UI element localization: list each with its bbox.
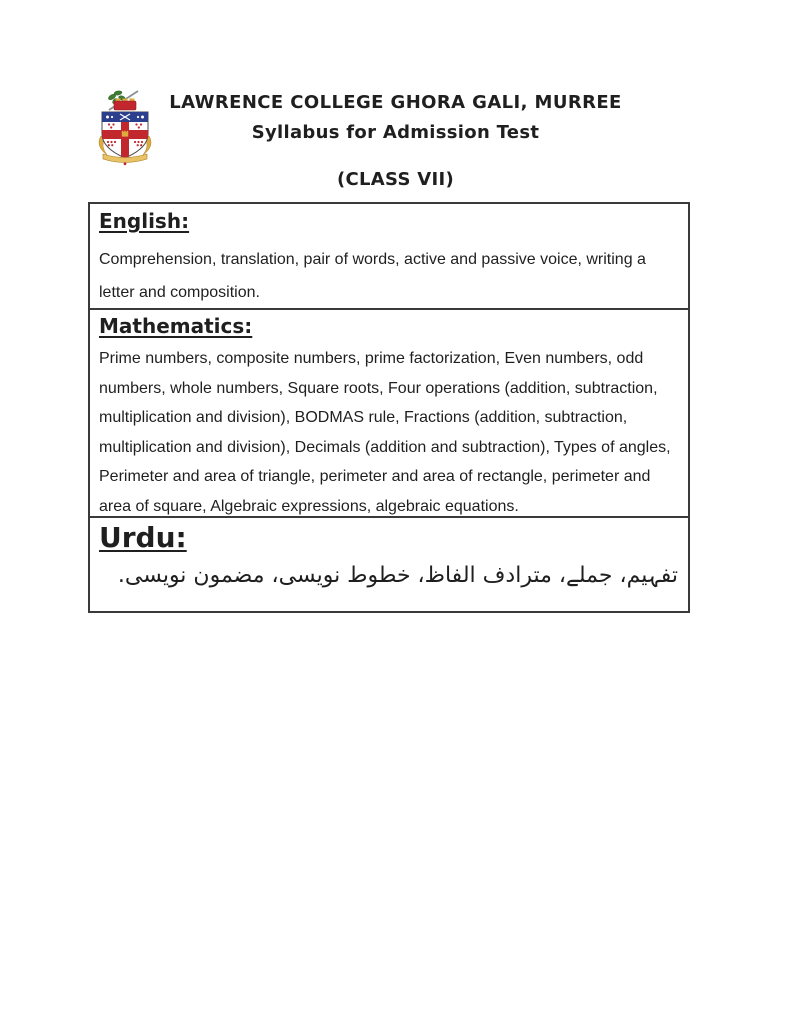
syllabus-table (88, 202, 690, 613)
mathematics-heading: Mathematics: (99, 314, 253, 338)
college-name: LAWRENCE COLLEGE GHORA GALI, MURREE (169, 92, 622, 113)
section-english (90, 204, 688, 310)
english-heading: English: (99, 209, 190, 233)
class-label: (CLASS VII) (336, 169, 455, 190)
document-header (0, 92, 791, 190)
urdu-heading: Urdu: (99, 521, 187, 554)
section-urdu (90, 518, 688, 611)
urdu-body: تفہیم، جملے، مترادف الفاظ، خطوط نویسی، مضمون نویسی. (117, 563, 678, 588)
document-title: Syllabus for Admission Test (251, 122, 540, 143)
mathematics-body: Prime numbers, composite numbers, prime factorization, Even numbers, odd numbers, whole numbers, Square roots, Four operations (addition, subtraction, multiplication and division), BODMAS rule, Fractions (addition, subtraction, multiplication and division), Decimals (addition and subtraction), Types of angles, Perimeter and area of triangle, perimeter and area of rectangle, perimeter and area of square, Algebraic expressions, algebraic equations. (99, 350, 671, 515)
section-mathematics (90, 310, 688, 518)
english-body: Comprehension, translation, pair of words, active and passive voice, writing a letter and composition. (99, 251, 646, 301)
